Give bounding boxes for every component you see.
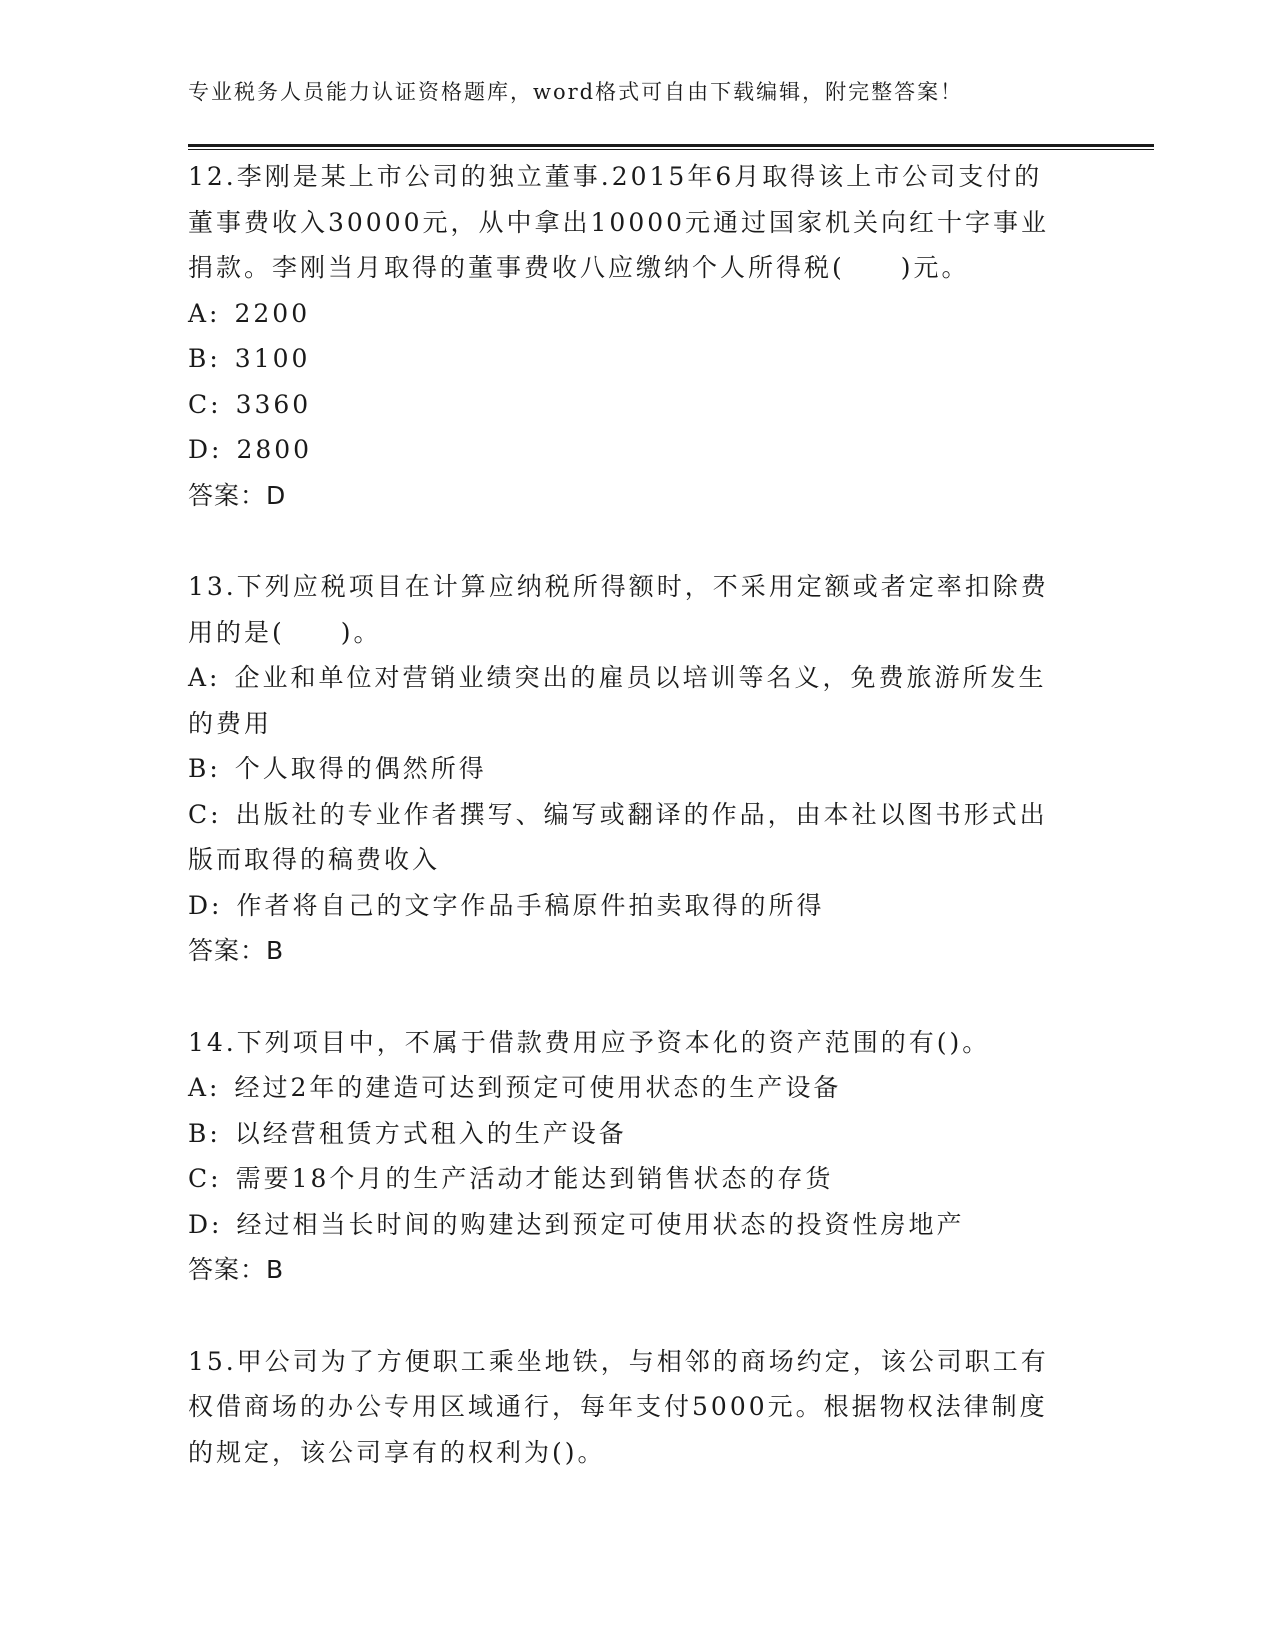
answer-option <box>188 1111 1078 1157</box>
question-block <box>188 154 1078 518</box>
question-stem-line: 12.李刚是某上市公司的独立董事.2015年6月取得该上市公司支付的 <box>188 162 1043 191</box>
header-divider <box>188 144 1154 149</box>
option-text: 以经营租赁方式租入的生产设备 <box>234 1118 627 1148</box>
question-list <box>188 154 1078 1475</box>
page-header: 专业税务人员能力认证资格题库，word格式可自由下载编辑，附完整答案！ <box>188 80 964 104</box>
answer-option <box>188 291 1078 337</box>
option-text: 2200 <box>234 298 311 328</box>
option-letter: A: <box>188 1073 221 1102</box>
option-letter: C: <box>188 1164 222 1193</box>
option-text: 作者将自己的文字作品手稿原件拍卖取得的所得 <box>236 890 825 920</box>
option-letter: C: <box>188 799 222 829</box>
answer-option <box>188 1156 1078 1202</box>
option-text: 的费用 <box>188 708 273 738</box>
option-text: 经过2年的建造可达到预定可使用状态的生产设备 <box>234 1073 842 1102</box>
question-stem-line: 董事费收入30000元，从中拿出10000元通过国家机关向红十字事业 <box>188 207 1050 237</box>
question-stem-line: 的规定，该公司享有的权利为()。 <box>188 1437 606 1467</box>
option-letter: D: <box>188 1209 223 1239</box>
answer-option <box>188 746 1078 792</box>
option-text: 企业和单位对营销业绩突出的雇员以培训等名义，免费旅游所发生 <box>234 663 1047 692</box>
option-letter: A: <box>188 663 221 692</box>
question-spacer <box>188 974 1078 1020</box>
header-divider-thick-line <box>188 144 1154 147</box>
answer-option <box>188 382 1078 428</box>
question-stem-line: 14.下列项目中，不属于借款费用应予资本化的资产范围的有()。 <box>188 1027 991 1057</box>
option-letter: D: <box>188 435 223 464</box>
answer-key: 答案：B <box>188 1255 285 1284</box>
answer-option <box>188 701 1078 747</box>
option-text: 3100 <box>234 344 311 373</box>
question-spacer <box>188 518 1078 564</box>
question-block <box>188 1339 1078 1476</box>
question-block <box>188 564 1078 974</box>
option-text: 版而取得的稿费收入 <box>188 845 441 874</box>
question-stem-line: 13.下列应税项目在计算应纳税所得额时，不采用定额或者定率扣除费 <box>188 572 1049 601</box>
answer-option <box>188 883 1078 929</box>
option-text: 3360 <box>235 389 312 419</box>
answer-option <box>188 1065 1078 1111</box>
question-stem-line: 用的是( )。 <box>188 617 382 647</box>
option-text: 出版社的专业作者撰写、编写或翻译的作品，由本社以图书形式出 <box>235 799 1048 829</box>
question-spacer <box>188 1293 1078 1339</box>
answer-option <box>188 427 1078 473</box>
answer-key: 答案：B <box>188 936 285 965</box>
answer-option <box>188 792 1078 838</box>
question-block <box>188 1020 1078 1293</box>
option-text: 个人取得的偶然所得 <box>234 754 487 783</box>
option-letter: D: <box>188 890 223 920</box>
answer-key: 答案：D <box>188 480 287 510</box>
answer-option <box>188 837 1078 883</box>
option-text: 2800 <box>236 435 313 464</box>
header-divider-thin-line <box>188 149 1154 150</box>
question-stem-line: 15.甲公司为了方便职工乘坐地铁，与相邻的商场约定，该公司职工有 <box>188 1346 1049 1376</box>
option-letter: B: <box>188 344 221 373</box>
question-stem-line: 权借商场的办公专用区域通行，每年支付5000元。根据物权法律制度 <box>188 1392 1048 1421</box>
answer-option <box>188 336 1078 382</box>
answer-option <box>188 1202 1078 1248</box>
option-text: 需要18个月的生产活动才能达到销售状态的存货 <box>235 1164 834 1193</box>
option-text: 经过相当长时间的购建达到预定可使用状态的投资性房地产 <box>236 1209 965 1239</box>
option-letter: B: <box>188 1118 221 1148</box>
option-letter: C: <box>188 389 222 419</box>
option-letter: B: <box>188 754 221 783</box>
question-stem-line: 捐款。李刚当月取得的董事费收八应缴纳个人所得税( )元。 <box>188 253 970 282</box>
option-letter: A: <box>188 298 221 328</box>
answer-option <box>188 655 1078 701</box>
